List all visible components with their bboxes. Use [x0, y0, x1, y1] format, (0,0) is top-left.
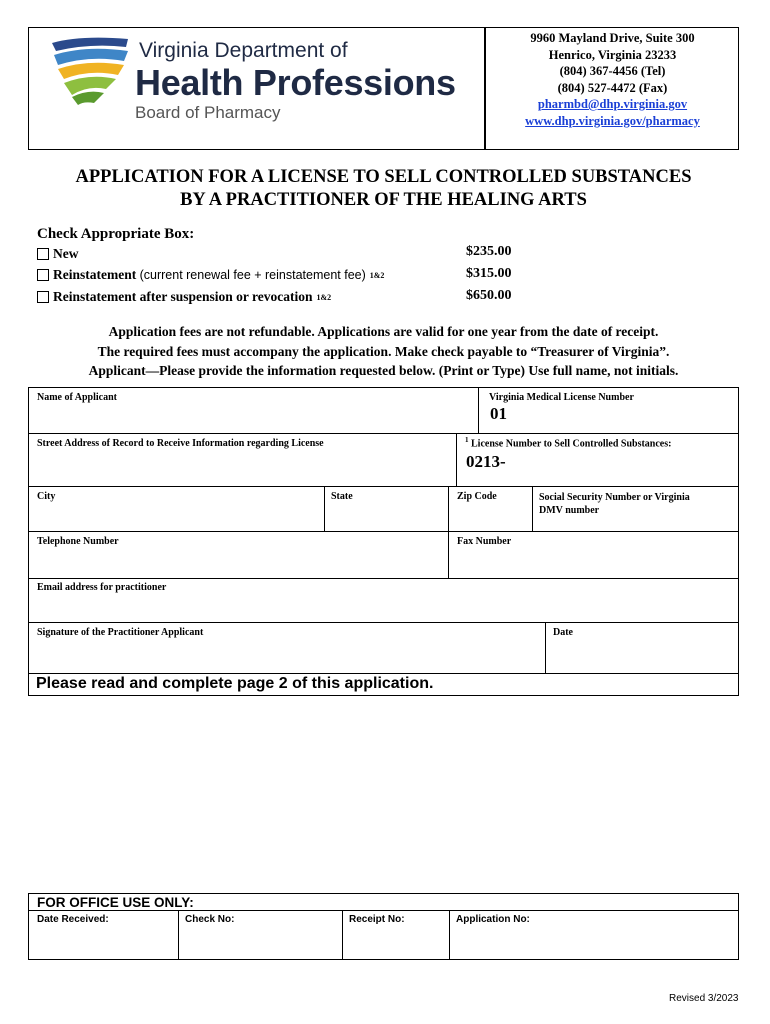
note-line3: Applicant—Please provide the information requested below. (Print or Type) Use full name, not initials. — [88, 363, 679, 378]
office-rule — [28, 910, 739, 911]
signature-label: Signature of the Practitioner Applicant — [37, 627, 204, 638]
ssn-label-line1: Social Security Number or Virginia — [539, 492, 690, 503]
footnote-ref: 1&2 — [316, 292, 332, 302]
office-rule — [449, 910, 450, 960]
option-reinstatement-suspension[interactable] — [37, 289, 331, 305]
city-field[interactable] — [30, 488, 323, 530]
option-reinstatement-label: Reinstatement — [53, 267, 137, 282]
form-rule — [456, 433, 457, 486]
fee-reinstatement-suspension: $650.00 — [466, 288, 512, 303]
logo-board-text: Board of Pharmacy — [135, 103, 281, 122]
form-rule — [532, 486, 533, 531]
date-label: Date — [553, 627, 573, 638]
revision-date: Revised 3/2023 — [669, 993, 739, 1004]
address-line2: Henrico, Virginia 23233 — [548, 47, 677, 62]
logo-agency-text: Health Professions — [135, 62, 456, 103]
option-reinstatement-note: (current renewal fee + reinstatement fee) — [139, 268, 366, 282]
check-header: Check Appropriate Box: — [37, 226, 195, 242]
checkbox-reinstatement[interactable] — [37, 269, 49, 281]
checkbox-reinstatement-suspension[interactable] — [37, 291, 49, 303]
fax-number: (804) 527-4472 (Fax) — [557, 80, 668, 95]
dhp-logo-icon — [50, 37, 132, 105]
form-rule — [28, 433, 739, 434]
footnote-ref: 1&2 — [369, 270, 385, 280]
form-rule — [545, 622, 546, 673]
office-use-title: FOR OFFICE USE ONLY: — [37, 895, 194, 910]
title-line1: APPLICATION FOR A LICENSE TO SELL CONTROLLED SUBSTANCES — [75, 167, 692, 187]
applicant-name-label: Name of Applicant — [37, 392, 117, 403]
office-rule — [342, 910, 343, 960]
form-rule — [28, 673, 739, 674]
check-no-label: Check No: — [185, 914, 235, 925]
page-title — [28, 166, 739, 212]
checkbox-new[interactable] — [37, 248, 49, 260]
form-rule — [28, 486, 739, 487]
option-reinstatement[interactable] — [37, 267, 384, 283]
cs-license-label: License Number to Sell Controlled Substances: — [471, 438, 672, 450]
cs-license-sup: 1 — [465, 436, 469, 444]
receipt-no-label: Receipt No: — [349, 914, 405, 925]
form-rule — [28, 622, 739, 623]
form-rule — [28, 578, 739, 579]
option-new[interactable] — [37, 246, 79, 262]
state-label: State — [331, 491, 353, 502]
note-line1: Application fees are not refundable. Applications are valid for one year from the date of receipt. — [108, 324, 659, 339]
cs-license-value: 0213- — [466, 452, 506, 471]
note-line2: The required fees must accompany the application. Make check payable to “Treasurer of Virginia”. — [97, 343, 670, 359]
option-new-label: New — [53, 246, 79, 261]
zip-label: Zip Code — [457, 491, 497, 502]
title-line2: BY A PRACTITIONER OF THE HEALING ARTS — [180, 190, 587, 210]
fee-reinstatement: $315.00 — [466, 266, 512, 281]
office-rule — [178, 910, 179, 960]
phone-number: (804) 367-4456 (Tel) — [559, 64, 666, 78]
form-rule — [478, 387, 479, 433]
ssn-dmv-label — [539, 491, 690, 517]
date-field[interactable] — [547, 624, 737, 672]
street-address-label: Street Address of Record to Receive Information regarding License — [37, 438, 324, 449]
cs-license-label-wrap — [465, 436, 671, 449]
city-label: City — [37, 491, 56, 502]
logo-department-text: Virginia Department of — [139, 39, 348, 62]
medical-license-label: Virginia Medical License Number — [489, 392, 634, 403]
fee-new: $235.00 — [466, 244, 512, 259]
contact-block — [486, 30, 739, 129]
email-link[interactable]: pharmbd@dhp.virginia.gov — [537, 97, 688, 111]
medical-license-value: 01 — [490, 404, 507, 423]
read-page2-note: Please read and complete page 2 of this application. — [36, 675, 434, 692]
form-rule — [448, 486, 449, 578]
instructions — [28, 322, 739, 381]
date-received-label: Date Received: — [37, 914, 109, 925]
form-rule — [324, 486, 325, 531]
ssn-label-line2: DMV number — [539, 505, 600, 516]
telephone-label: Telephone Number — [37, 536, 119, 547]
address-line1: 9960 Mayland Drive, Suite 300 — [530, 31, 695, 45]
option-suspension-label: Reinstatement after suspension or revocation — [53, 289, 313, 304]
fax-label: Fax Number — [457, 536, 512, 547]
email-label: Email address for practitioner — [37, 582, 167, 593]
application-no-label: Application No: — [456, 914, 530, 925]
website-link[interactable]: www.dhp.virginia.gov/pharmacy — [525, 113, 700, 128]
form-rule — [28, 531, 739, 532]
